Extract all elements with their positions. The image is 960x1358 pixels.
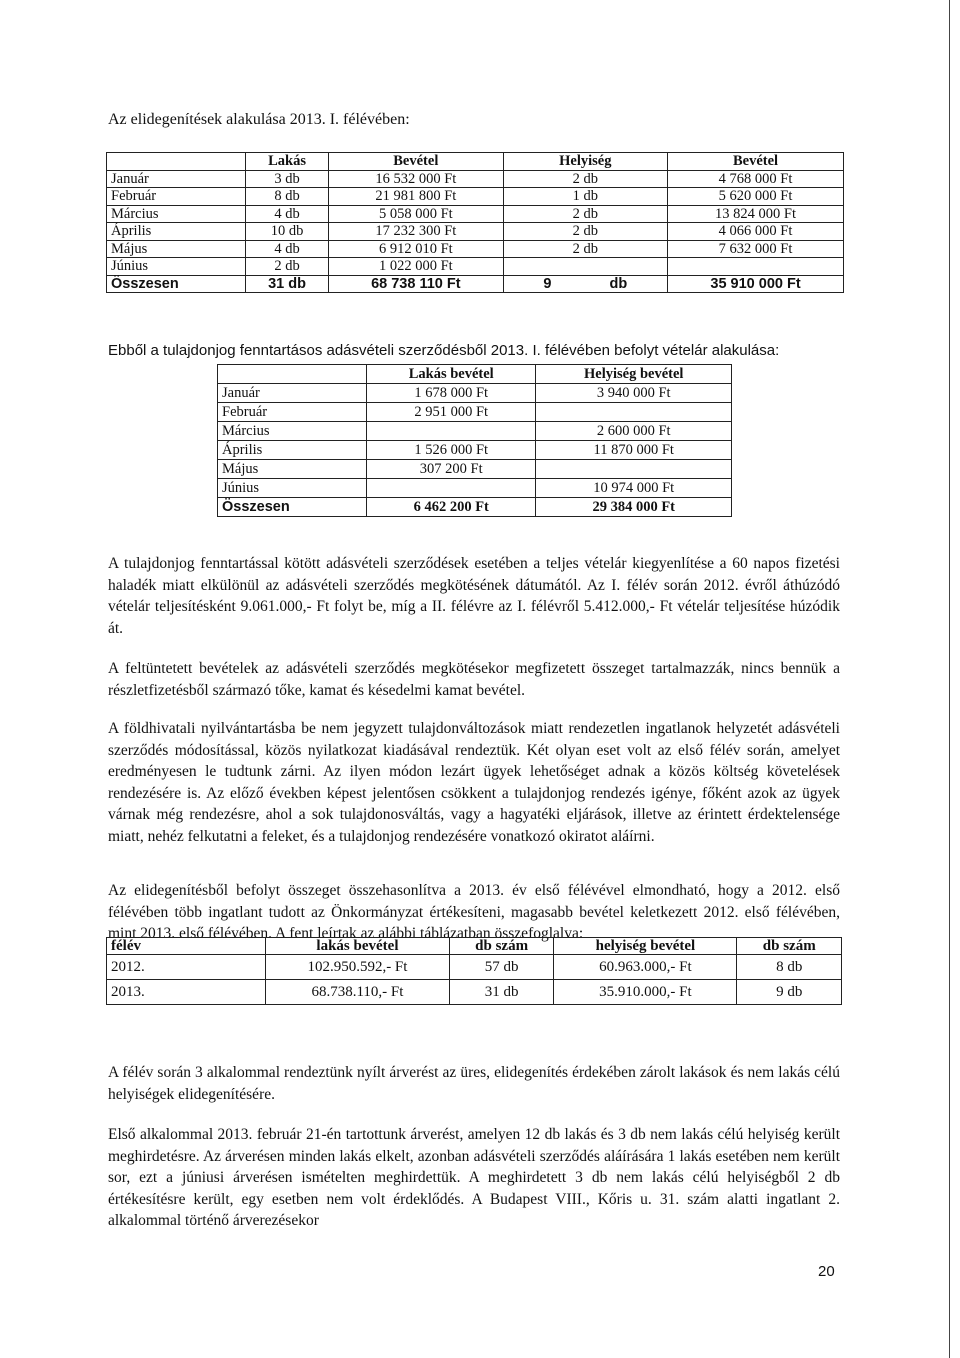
table-total-count: 9 (543, 275, 552, 292)
paragraph: A tulajdonjog fenntartással kötött adásvételi szerződések esetében a teljes vételár kiegyenlítése a 60 napos fizetési haladék miatt elkülönül az adásvételi szerződés megkötésének dátumától. Az I. félév során 2012. évről áthúzódó vételár teljesítésként 9.061.000,- Ft folyt be, míg a II. félévre az I. félévről 5.412.000,- Ft vételár teljesítése húzódik át. (108, 555, 840, 637)
table-row (218, 460, 732, 479)
table-cell: 6 912 010 Ft (329, 240, 504, 258)
table-row (107, 188, 844, 206)
table-cell: 31 db (449, 980, 553, 1005)
table-row (107, 205, 844, 223)
table-header-cell: db szám (737, 938, 842, 955)
table-row (218, 384, 732, 403)
paragraph: A félév során 3 alkalommal rendeztünk nyílt árverést az üres, elidegenítés érdekében zárolt lakások és nem lakás célú helyiségek elidegenítésére. (108, 1064, 840, 1103)
table-cell: 2 951 000 Ft (367, 403, 536, 422)
table-header-cell: félév (107, 938, 266, 955)
table-cell: 1 526 000 Ft (367, 441, 536, 460)
table-header-cell: db szám (449, 938, 553, 955)
table-cell (668, 258, 844, 276)
table-row (107, 170, 844, 188)
comparison-table (106, 937, 842, 1005)
table-total-label: Összesen (107, 275, 246, 293)
table-total-label: Összesen (218, 498, 367, 517)
table-cell: 5 620 000 Ft (668, 188, 844, 206)
table-cell: 2 600 000 Ft (536, 422, 732, 441)
table-cell: 8 db (737, 955, 842, 980)
table-cell (536, 403, 732, 422)
table-cell (367, 479, 536, 498)
table-cell: 2 db (503, 170, 668, 188)
table-row (107, 223, 844, 241)
table-cell: 2 db (503, 240, 668, 258)
paragraph: Az elidegenítésből befolyt összeget összehasonlítva a 2013. év első félévével elmondható, hogy a 2012. első félévében több ingatlant tudott az Önkormányzat értékesíteni, magasabb bevétel keletkezett 2012. első félévében, mint 2013. első félévében. A fent leírtak az alábbi táblázatban összefoglalva: (108, 882, 840, 942)
table-header-cell: Helyiség bevétel (536, 365, 732, 384)
table-cell: 68.738.110,- Ft (266, 980, 450, 1005)
table-cell: Június (107, 258, 246, 276)
table-cell: 102.950.592,- Ft (266, 955, 450, 980)
table-cell: 1 678 000 Ft (367, 384, 536, 403)
table-cell: 10 db (246, 223, 329, 241)
table-header-cell: Bevétel (668, 153, 844, 171)
table-cell: Január (107, 170, 246, 188)
table-cell: 11 870 000 Ft (536, 441, 732, 460)
table-total-cell: 29 384 000 Ft (536, 498, 732, 517)
table-total-row (107, 275, 844, 293)
table-cell: 17 232 300 Ft (329, 223, 504, 241)
paragraph: Első alkalommal 2013. február 21-én tartottunk árverést, amelyen 12 db lakás és 3 db nem lakás célú helyiség került meghirdetésre. Az árverésen minden lakás elkelt, azonban adásvételi szerződés aláírására 1 lakás esetében nem került sor, ezt a júniusi árverésen ismételten meghirdettük. A meghirdetett 3 db nem lakás célú helyiségből 2 db értékesítésre került, egy esetben nem volt érdeklődés. A Budapest VIII., Kőris u. 31. szám alatti ingatlant 2. alkalommal történő árverezésekor (108, 1126, 840, 1229)
table-cell: 21 981 800 Ft (329, 188, 504, 206)
table-cell: 307 200 Ft (367, 460, 536, 479)
table-cell: 2 db (246, 258, 329, 276)
table-header-cell: Lakás (246, 153, 329, 171)
table-cell: 2 db (503, 223, 668, 241)
reserved-title-sales-table (217, 364, 732, 517)
table-cell (367, 422, 536, 441)
table-row (107, 258, 844, 276)
table-row (107, 955, 842, 980)
table-cell: 35.910.000,- Ft (554, 980, 737, 1005)
table-header-cell: lakás bevétel (266, 938, 450, 955)
table-total-row (218, 498, 732, 517)
table-cell: 4 066 000 Ft (668, 223, 844, 241)
table-cell (503, 258, 668, 276)
table-cell: Január (218, 384, 367, 403)
table-cell: Április (218, 441, 367, 460)
table-header-cell (107, 153, 246, 171)
table-cell: 60.963.000,- Ft (554, 955, 737, 980)
table-cell: 1 022 000 Ft (329, 258, 504, 276)
table-cell: 2 db (503, 205, 668, 223)
table-cell: 8 db (246, 188, 329, 206)
table-header-cell: helyiség bevétel (554, 938, 737, 955)
table-total-cell: 68 738 110 Ft (329, 275, 504, 293)
table-cell: 2013. (107, 980, 266, 1005)
table-header-row (107, 938, 842, 955)
table-cell: 13 824 000 Ft (668, 205, 844, 223)
table-cell: 16 532 000 Ft (329, 170, 504, 188)
table-header-cell (218, 365, 367, 384)
table-cell: 1 db (503, 188, 668, 206)
table-cell: 3 db (246, 170, 329, 188)
paragraph: A feltüntetett bevételek az adásvételi szerződés megkötésekor megfizetett összeget tartalmazzák, nincs bennük a részletfizetésből származó tőke, kamat és késedelmi kamat bevétel. (108, 660, 840, 699)
table-total-unit: db (609, 275, 628, 292)
table-total-cell: 31 db (246, 275, 329, 293)
table2-intro: Ebből a tulajdonjog fenntartásos adásvételi szerződésből 2013. I. félévében befolyt vételár alakulása: (108, 342, 780, 359)
table-cell: 10 974 000 Ft (536, 479, 732, 498)
table-row (218, 422, 732, 441)
table-row (218, 403, 732, 422)
table-header-cell: Helyiség (503, 153, 668, 171)
table-header-cell: Lakás bevétel (367, 365, 536, 384)
table-cell: 4 db (246, 205, 329, 223)
table-cell: 2012. (107, 955, 266, 980)
table-cell (536, 460, 732, 479)
table-cell: Június (218, 479, 367, 498)
scan-edge-line (949, 0, 950, 1358)
table-cell: Március (218, 422, 367, 441)
table-cell: 57 db (449, 955, 553, 980)
table-header-row (218, 365, 732, 384)
table-cell: 7 632 000 Ft (668, 240, 844, 258)
table-row (107, 240, 844, 258)
table-total-cell (503, 275, 668, 293)
table-cell: Május (107, 240, 246, 258)
page-number: 20 (818, 1263, 835, 1280)
disposals-table (106, 152, 844, 293)
paragraph: A földhivatali nyilvántartásba be nem jegyzett tulajdonváltozások miatt rendezetlen ingatlanok helyzetét adásvételi szerződés módosítással, közös nyilatkozat kiadásával rendeztük. Két olyan eset volt az első félév során, amelyet eredményesen le tudtunk zárni. Az ilyen módon lezárt ügyek lehetőséget adnak a közös költség követelések rendezésére is. Az előző években képest jelentősen csökkent a tulajdonjog rendezés igénye, főként azok az ügyek várnak még rendezésre, ahol a sok tulajdonosváltás, vagy a hagyatéki eljárások, illetve az érintett érdektelensége miatt, nehéz felkutatni a feleket, és a tulajdonjog rendezésére vonatkozó okiratot aláírni. (108, 720, 840, 845)
table-row (218, 479, 732, 498)
table-cell: Április (107, 223, 246, 241)
table-header-row (107, 153, 844, 171)
table-cell: 4 db (246, 240, 329, 258)
table-total-cell: 6 462 200 Ft (367, 498, 536, 517)
table-cell: 4 768 000 Ft (668, 170, 844, 188)
table-cell: 9 db (737, 980, 842, 1005)
section-heading: Az elidegenítések alakulása 2013. I. félévében: (108, 111, 410, 128)
table-cell: Március (107, 205, 246, 223)
table-total-cell: 35 910 000 Ft (668, 275, 844, 293)
table-header-cell: Bevétel (329, 153, 504, 171)
table-row (218, 441, 732, 460)
table-cell: Február (107, 188, 246, 206)
table-cell: 5 058 000 Ft (329, 205, 504, 223)
table-cell: 3 940 000 Ft (536, 384, 732, 403)
table-cell: Február (218, 403, 367, 422)
table-cell: Május (218, 460, 367, 479)
table-row (107, 980, 842, 1005)
